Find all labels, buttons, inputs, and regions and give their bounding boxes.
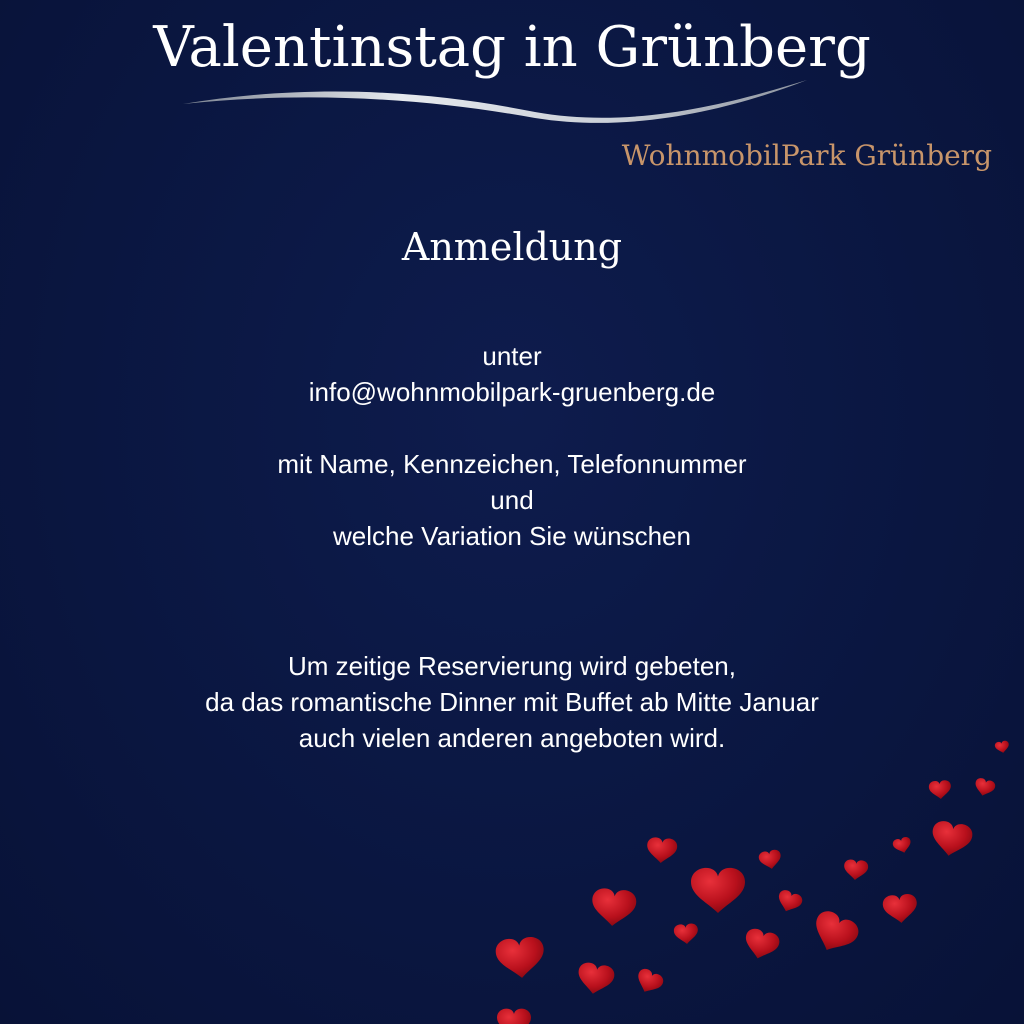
details-line: welche Variation Sie wünschen [333,521,691,551]
heart-icon [673,923,699,945]
heart-icon [928,780,952,800]
contact-intro: unter [482,341,542,371]
heart-icon [497,1009,531,1024]
section-heading: Anmeldung [401,225,623,269]
page-title: Valentinstag in Grünberg [153,15,871,80]
heart-icon [929,819,974,859]
heart-icon [807,907,862,959]
note-line: auch vielen anderen angeboten wird. [298,723,726,753]
heart-icon [973,777,997,798]
heart-icon [758,849,783,871]
note-line: da das romantische Dinner mit Buffet ab Mitte Januar [205,687,819,717]
heart-icon [843,859,869,881]
brand-name: WohnmobilPark Grünberg [621,139,992,172]
details-block [0,446,1024,554]
reservation-note [0,648,1024,756]
heart-icon [646,837,678,865]
heart-icon [775,888,804,915]
heart-icon [633,967,666,998]
heart-icon [575,961,616,997]
heart-icon [892,836,913,855]
heart-icon [882,893,918,924]
details-line: mit Name, Kennzeichen, Telefonnummer [277,449,747,479]
contact-email: info@wohnmobilpark-gruenberg.de [308,377,716,407]
heart-icon [691,868,745,913]
heart-icon [741,927,781,963]
note-line: Um zeitige Reservierung wird gebeten, [288,651,736,681]
details-line: und [490,485,534,515]
heart-icon [590,887,637,927]
heart-icon [495,936,546,980]
silver-swoosh-decoration [175,72,815,132]
contact-block [0,338,1024,410]
